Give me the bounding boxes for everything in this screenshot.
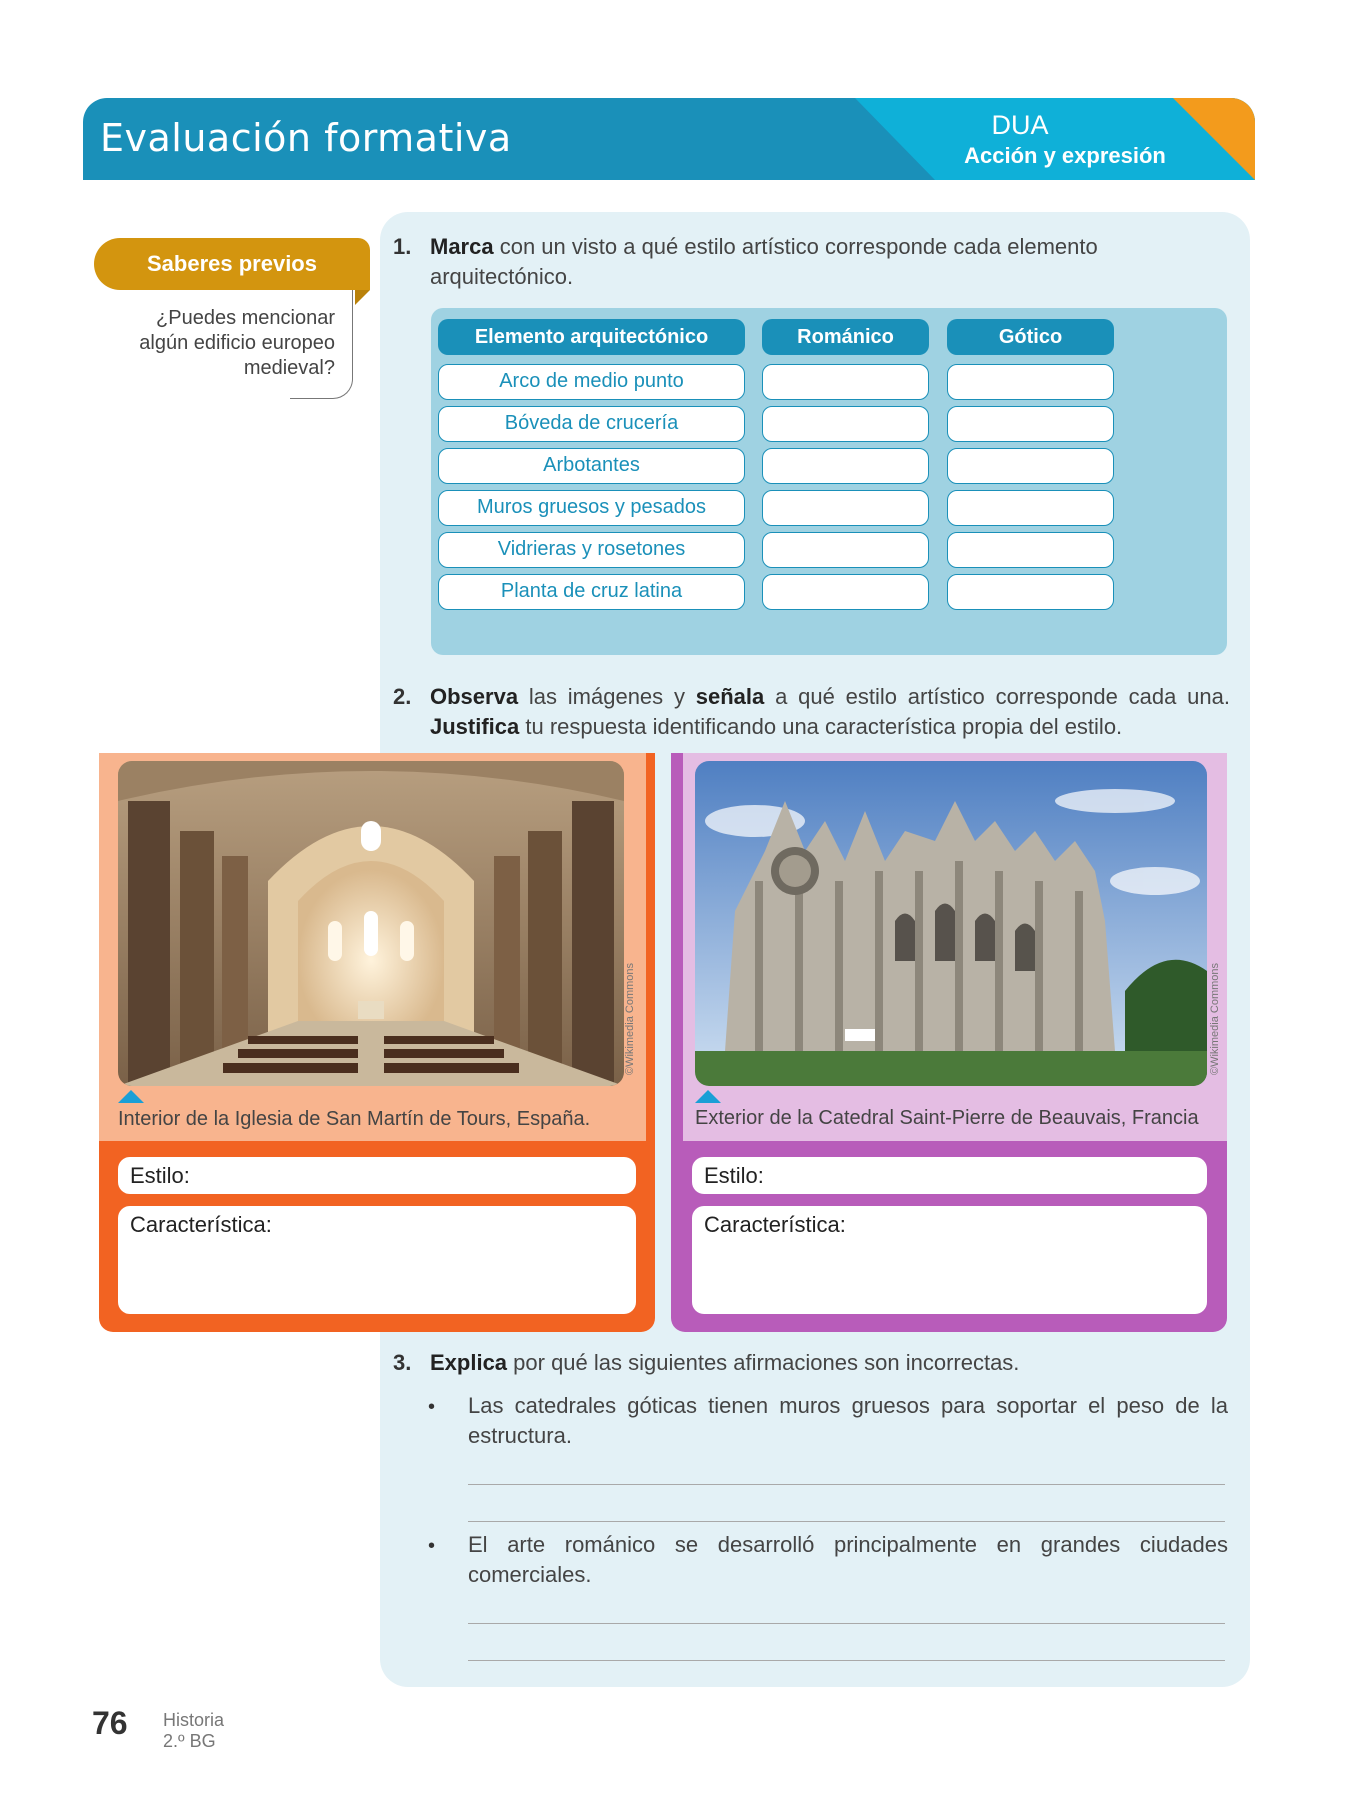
footer-grade: 2.º BG xyxy=(163,1731,216,1751)
answer-line[interactable] xyxy=(468,1660,1225,1661)
romanico-checkbox[interactable] xyxy=(762,490,929,526)
style-label-left: Estilo: xyxy=(130,1163,190,1188)
dua-subtitle: Acción y expresión xyxy=(964,143,1166,168)
caption-marker-icon xyxy=(695,1090,721,1103)
caption-right: Exterior de la Catedral Saint-Pierre de Beauvais, Francia xyxy=(695,1107,1199,1129)
characteristic-field-right[interactable] xyxy=(692,1206,1207,1314)
bullet-icon: • xyxy=(428,1396,436,1418)
caption-left: Interior de la Iglesia de San Martín de Tours, España. xyxy=(118,1108,591,1130)
gotico-checkbox[interactable] xyxy=(947,574,1114,610)
gotico-checkbox[interactable] xyxy=(947,490,1114,526)
header-elemento: Elemento arquitectónico xyxy=(438,319,745,355)
question-3-text xyxy=(430,1348,1230,1378)
q2-text-2: a qué estilo artístico corresponde cada una. xyxy=(764,684,1230,709)
romanico-checkbox[interactable] xyxy=(762,406,929,442)
page-number: 76 xyxy=(92,1705,128,1741)
dua-label: DUA xyxy=(991,110,1049,140)
cathedral-exterior-photo xyxy=(695,761,1207,1086)
question-3-number: 3. xyxy=(393,1350,412,1375)
q2-text-1: las imágenes y xyxy=(518,684,696,709)
characteristic-label-right: Característica: xyxy=(704,1212,846,1237)
header-gotico: Gótico xyxy=(947,319,1114,355)
answer-line[interactable] xyxy=(468,1623,1225,1624)
row-element-label: Arco de medio punto xyxy=(438,364,745,400)
statement-2: El arte románico se desarrolló principalmente en grandes ciudades comerciales. xyxy=(468,1532,1228,1587)
header-romanico: Románico xyxy=(762,319,929,355)
row-element-label: Bóveda de crucería xyxy=(438,406,745,442)
row-element-label: Arbotantes xyxy=(438,448,745,484)
answer-line[interactable] xyxy=(468,1521,1225,1522)
q2-verb-senala: señala xyxy=(695,684,765,709)
styles-table xyxy=(431,308,1227,655)
question-3-body: por qué las siguientes afirmaciones son incorrectas. xyxy=(507,1350,1020,1375)
question-1-text xyxy=(430,232,1230,292)
saberes-question: ¿Puedes mencionar algún edificio europeo medieval? xyxy=(139,307,335,379)
question-2-number: 2. xyxy=(393,684,412,709)
photo-credit-right: ©Wikimedia Commons xyxy=(1209,962,1221,1075)
gotico-checkbox[interactable] xyxy=(947,364,1114,400)
row-element-label: Planta de cruz latina xyxy=(438,574,745,610)
statement-1: Las catedrales góticas tienen muros gruesos para soportar el peso de la estructura. xyxy=(468,1393,1228,1448)
bullet-icon: • xyxy=(428,1535,436,1557)
romanico-checkbox[interactable] xyxy=(762,448,929,484)
question-1-body: con un visto a qué estilo artístico corresponde cada elemento arquitectónico. xyxy=(430,234,1098,289)
characteristic-field-left[interactable] xyxy=(118,1206,636,1314)
romanico-checkbox[interactable] xyxy=(762,574,929,610)
caption-marker-icon xyxy=(118,1090,144,1103)
row-element-label: Vidrieras y rosetones xyxy=(438,532,745,568)
footer-subject: Historia xyxy=(163,1710,225,1730)
row-element-label: Muros gruesos y pesados xyxy=(438,490,745,526)
answer-line[interactable] xyxy=(468,1484,1225,1485)
gotico-checkbox[interactable] xyxy=(947,532,1114,568)
style-field-right[interactable] xyxy=(692,1157,1207,1194)
q2-verb-observa: Observa xyxy=(430,684,519,709)
gotico-checkbox[interactable] xyxy=(947,448,1114,484)
q2-text-3: tu respuesta identificando una característica propia del estilo. xyxy=(519,714,1123,739)
gotico-checkbox[interactable] xyxy=(947,406,1114,442)
section-header xyxy=(83,98,1255,180)
page-title: Evaluación formativa xyxy=(100,116,512,160)
question-2-text xyxy=(430,682,1230,742)
question-3-verb: Explica xyxy=(430,1350,508,1375)
romanico-checkbox[interactable] xyxy=(762,532,929,568)
style-label-right: Estilo: xyxy=(704,1163,764,1188)
characteristic-label-left: Característica: xyxy=(130,1212,272,1237)
church-interior-photo xyxy=(118,761,624,1086)
q2-verb-justifica: Justifica xyxy=(430,714,520,739)
romanico-checkbox[interactable] xyxy=(762,364,929,400)
style-field-left[interactable] xyxy=(118,1157,636,1194)
photo-credit-left: ©Wikimedia Commons xyxy=(624,962,636,1075)
question-1-number: 1. xyxy=(393,234,412,259)
question-1-verb: Marca xyxy=(430,234,494,259)
saberes-tab-fold xyxy=(355,290,370,305)
saberes-previos-tab: Saberes previos xyxy=(94,238,370,290)
